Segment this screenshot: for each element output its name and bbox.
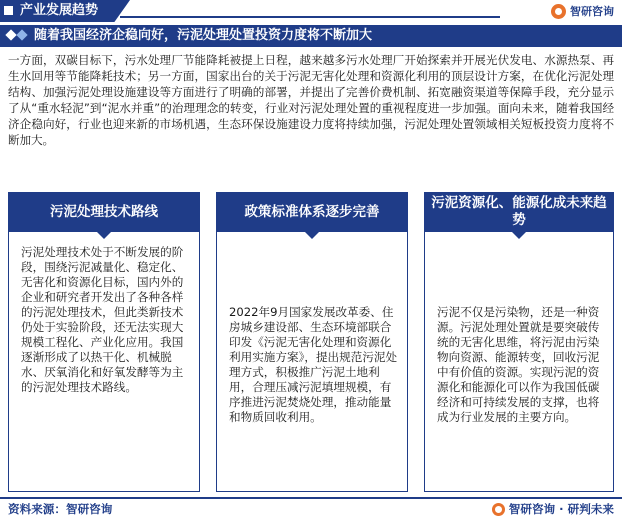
headline-text: 随着我国经济企稳向好，污泥处理处置投资力度将不断加大: [34, 28, 373, 43]
footer-divider: [0, 497, 622, 499]
section-title: 产业发展趋势: [20, 3, 99, 18]
slogan-text: 智研咨询 · 研判未来: [508, 502, 614, 516]
brand: [551, 2, 614, 20]
panel-policy-standards: [216, 192, 408, 492]
intro-paragraph: 一方面，双碳目标下，污水处理厂节能降耗被提上日程，越来越多污水处理厂开始探索并开展光伏发电、水源热泵、再生水回用等节能降耗技术；另一方面，国家出台的关于污泥无害化处理和资源化利用的顶层设计方案，在优化污泥处理结构、加强污泥处理设施建设等方面进行了明确的部署，并提出了完善价费机制、拓宽融资渠道等保障手段，充分显示了从“重水轻泥”到“泥水并重”的治理理念的转变，行业对污泥处理处置的重视程度进一步加强。面向未来，随着我国经济企稳向好，行业也迎来新的市场机遇，生态环保设施建设力度将持续加强，污泥处理处置领域相关短板投资力度将不断加大。: [8, 53, 614, 147]
data-source: 资料来源：智研咨询: [8, 502, 113, 516]
panel-title: 污泥资源化、能源化成未来趋势: [424, 192, 614, 232]
square-icon: [4, 6, 13, 15]
panel-title: 污泥处理技术路线: [8, 192, 200, 232]
brand-name: 智研咨询: [570, 5, 614, 18]
panel-resource-energy-trend: [424, 192, 614, 492]
brand-logo-icon: [492, 503, 505, 516]
diamond-icon: [16, 29, 27, 40]
panel-technology-route: [8, 192, 200, 492]
headline-bar: [0, 25, 622, 47]
brand-logo-icon: [551, 4, 566, 19]
footer-slogan: [492, 501, 614, 517]
header-divider: [120, 16, 500, 18]
top-bar: [0, 0, 622, 22]
panel-body: 2022年9月国家发展改革委、住房城乡建设部、生态环境部联合印发《污泥无害化处理和资源化利用实施方案》，提出规范污泥处理方式，积极推广污泥土地利用，合理压减污泥填埋规模，有序推进污泥焚烧处理，推动能量和物质回收利用。: [229, 305, 398, 424]
diamond-icon: [5, 29, 16, 40]
panel-body: 污泥不仅是污染物，还是一种资源。污泥处理处置就是要突破传统的无害化思维，将污泥由污染物向资源、能源转变，回收污泥中有价值的资源。实现污泥的资源化和能源化可以作为我国低碳经济和可持续发展的支撑，也将成为行业发展的主要方向。: [437, 305, 600, 424]
panel-title: 政策标准体系逐步完善: [216, 192, 408, 232]
panel-body: 污泥处理技术处于不断发展的阶段，围绕污泥减量化、稳定化、无害化和资源化目标，国内外的企业和研究者开发出了各种各样的污泥处理技术，但此类新技术仍处于实验阶段，还无法实现大规模工程化、产业化应用。我国逐渐形成了以热干化、机械脱水、厌氧消化和好氧发酵等为主的污泥处理技术路线。: [21, 245, 184, 394]
